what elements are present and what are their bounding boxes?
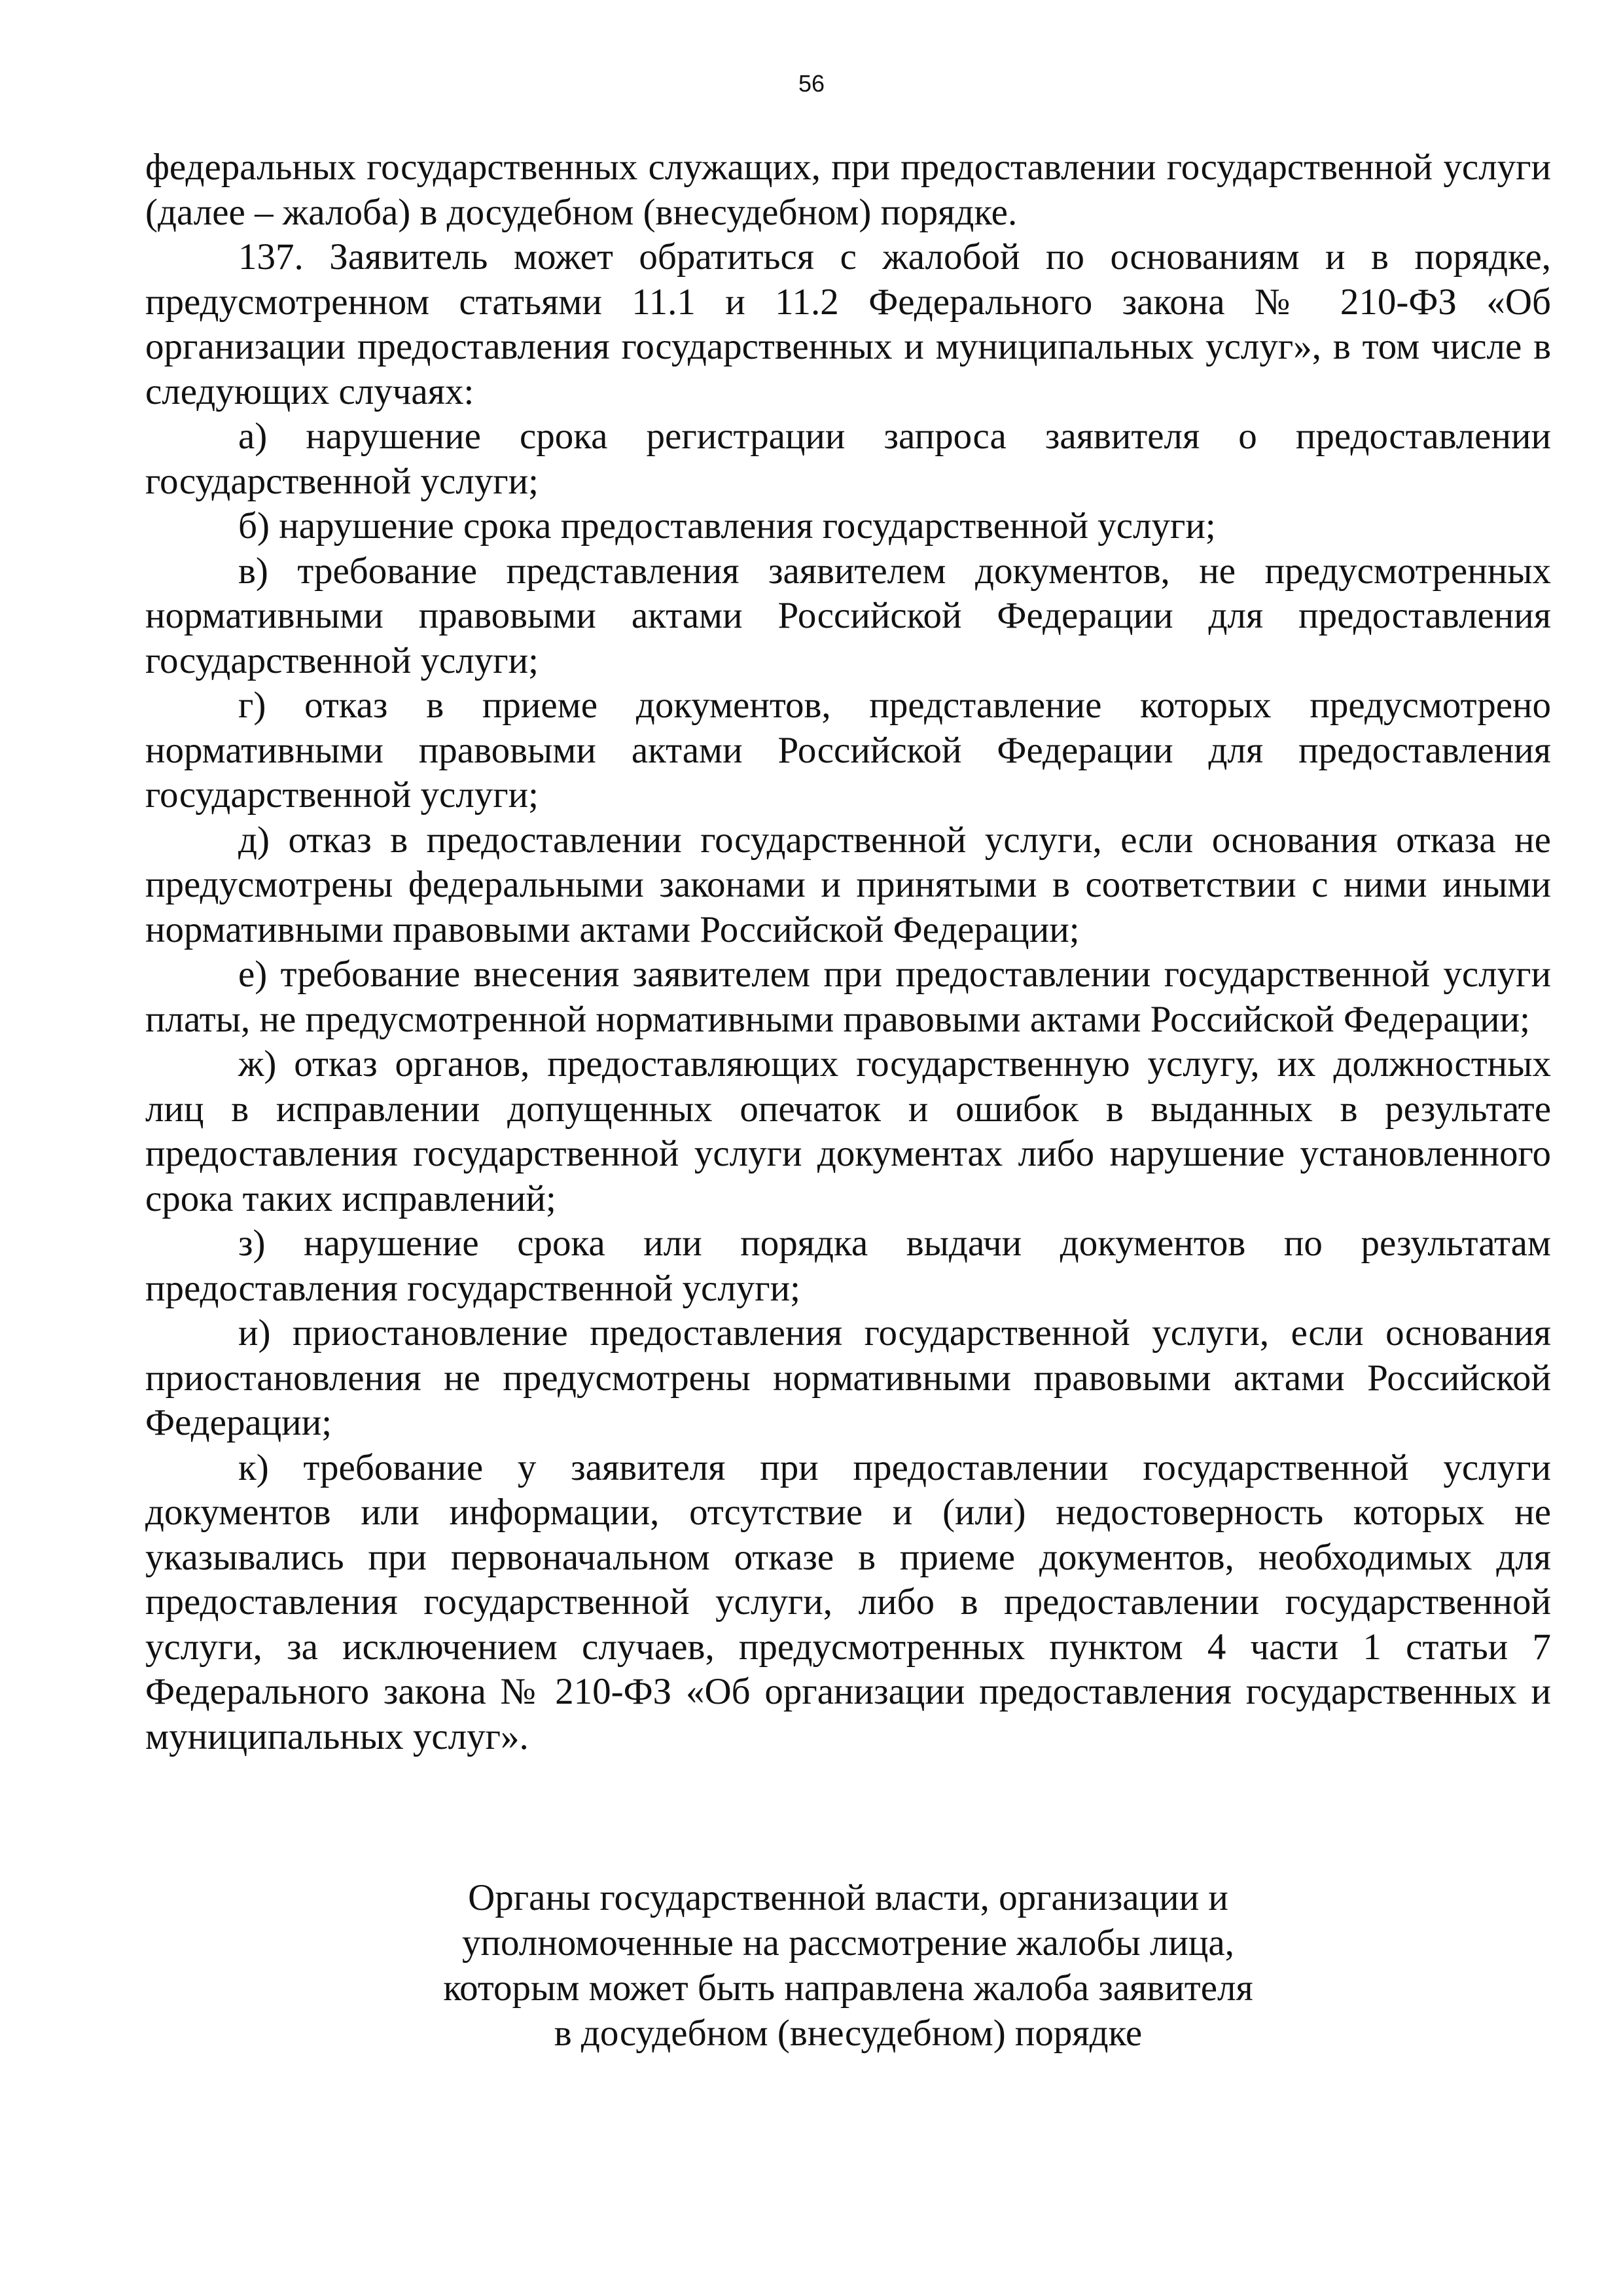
heading-line: в досудебном (внесудебном) порядке bbox=[554, 2013, 1143, 2054]
paragraph-137: 137. Заявитель может обратиться с жалобой по основаниям и в порядке, предусмотренном статьями 11.1 и 11.2 Федерального закона № 210-ФЗ «Об организации предоставления государственных и муниципальных услуг», в том числе в следующих случаях: bbox=[145, 236, 1551, 412]
paragraph-continuation: федеральных государственных служащих, при предоставлении государственной услуги (далее – жалоба) в досудебном (внесудебном) порядке. bbox=[145, 147, 1551, 233]
section-heading bbox=[145, 1875, 1551, 2056]
list-item-a: а) нарушение срока регистрации запроса заявителя о предоставлении государственной услуги; bbox=[145, 416, 1551, 502]
list-item-k: к) требование у заявителя при предоставлении государственной услуги документов или информации, отсутствие и (или) недостоверность которых не указывались при первоначальном отказе в приеме документов, необходимых для предоставления государственной услуги, либо в предоставлении государственной услуги, за исключением случаев, предусмотренных пунктом 4 части 1 статьи 7 Федерального закона № 210-ФЗ «Об организации предоставления государственных и муниципальных услуг». bbox=[145, 1446, 1551, 1757]
heading-line: которым может быть направлена жалоба заявителя bbox=[443, 1967, 1253, 2009]
page-number: 56 bbox=[798, 70, 825, 97]
document-body bbox=[145, 145, 1551, 1759]
heading-line: Органы государственной власти, организации и bbox=[468, 1877, 1228, 1918]
heading-line: уполномоченные на рассмотрение жалобы лица, bbox=[462, 1922, 1234, 1964]
list-item-e: е) требование внесения заявителем при предоставлении государственной услуги платы, не предусмотренной нормативными правовыми актами Российской Федерации; bbox=[145, 954, 1551, 1040]
list-item-zh: ж) отказ органов, предоставляющих государственную услугу, их должностных лиц в исправлении допущенных опечаток и ошибок в выданных в результате предоставления государственной услуги документах либо нарушение установленного срока таких исправлений; bbox=[145, 1043, 1551, 1219]
list-item-v: в) требование представления заявителем документов, не предусмотренных нормативными правовыми актами Российской Федерации для предоставления государственной услуги; bbox=[145, 550, 1551, 681]
list-item-z: з) нарушение срока или порядка выдачи документов по результатам предоставления государственной услуги; bbox=[145, 1223, 1551, 1309]
list-item-g: г) отказ в приеме документов, представление которых предусмотрено нормативными правовыми актами Российской Федерации для предоставления государственной услуги; bbox=[145, 685, 1551, 816]
list-item-b: б) нарушение срока предоставления государственной услуги; bbox=[238, 505, 1216, 547]
list-item-d: д) отказ в предоставлении государственной услуги, если основания отказа не предусмотрены федеральными законами и принятыми в соответствии с ними иными нормативными правовыми актами Российской Федерации; bbox=[145, 819, 1551, 950]
list-item-i: и) приостановление предоставления государственной услуги, если основания приостановления не предусмотрены нормативными правовыми актами Российской Федерации; bbox=[145, 1312, 1551, 1443]
